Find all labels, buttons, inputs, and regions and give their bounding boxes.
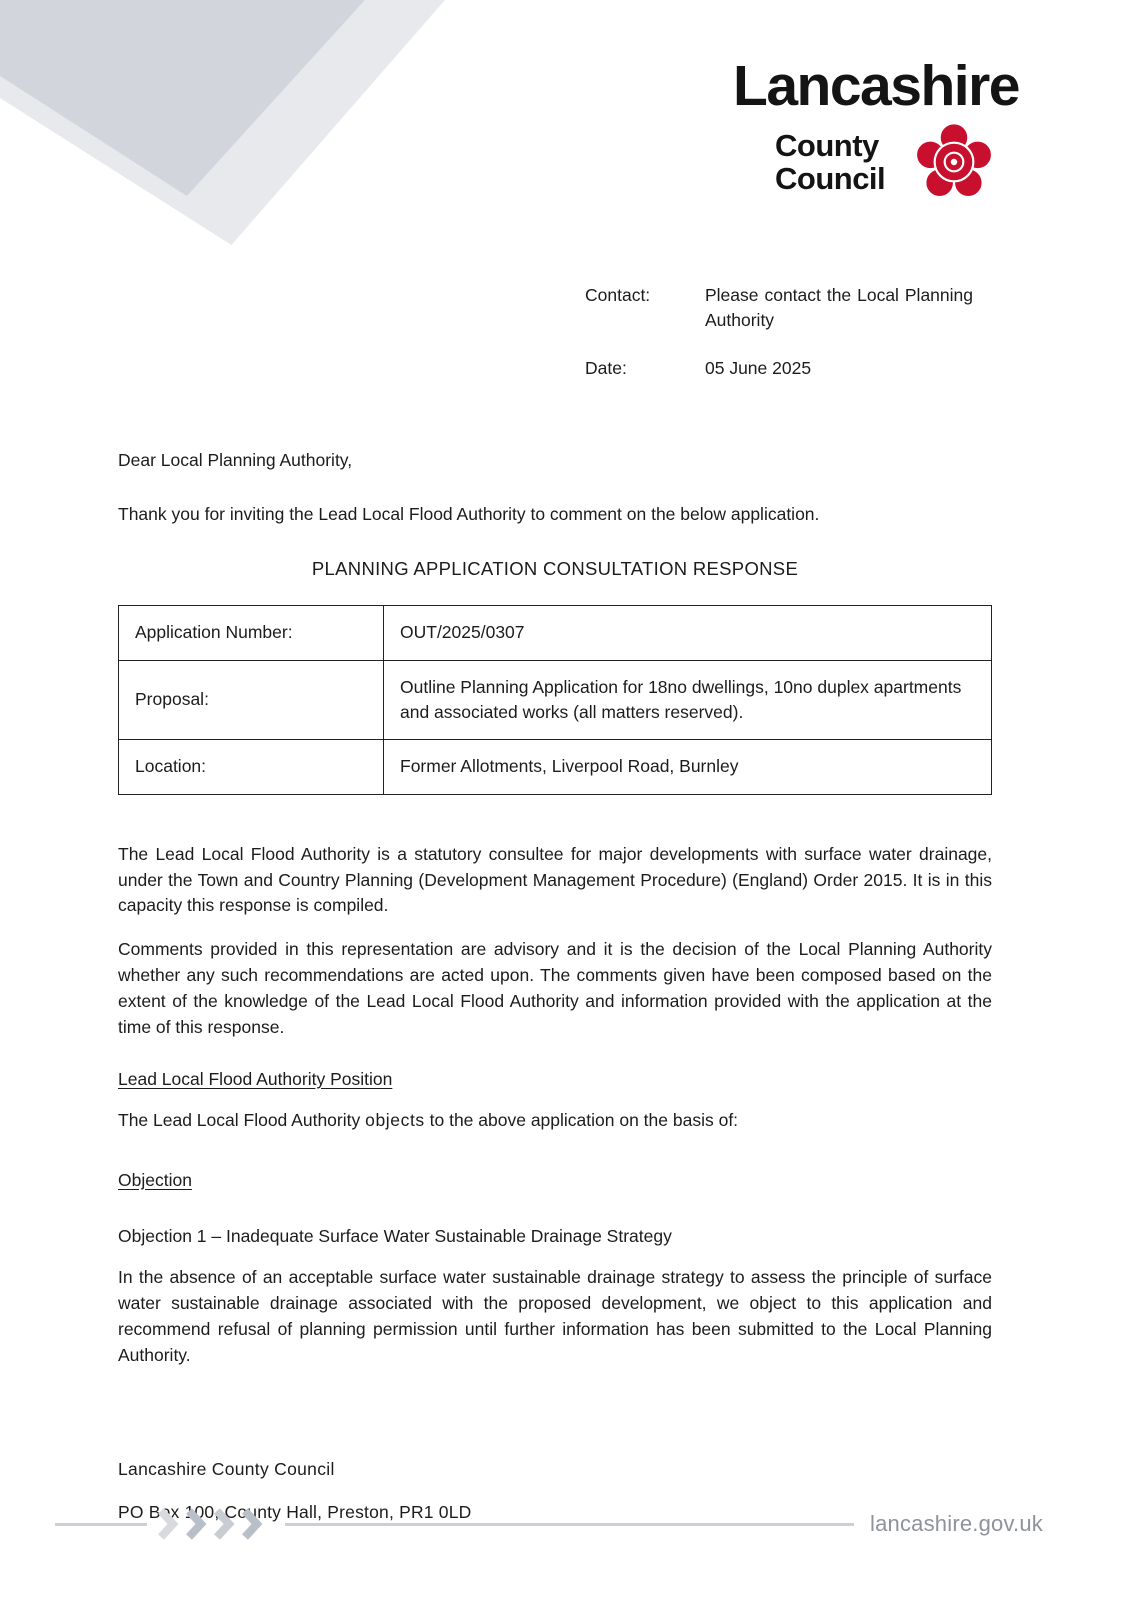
proposal-value: Outline Planning Application for 18no dwellings, 10no duplex apartments and associated works (all matters reserved). [384,660,992,740]
application-details-table [118,605,992,795]
contact-label: Contact: [585,285,651,305]
logo-text-county-council: County Council [775,127,886,196]
intro-line: Thank you for inviting the Lead Local Flood Authority to comment on the below application. [118,503,820,524]
location-value: Former Allotments, Liverpool Road, Burnley [384,740,992,794]
lancashire-county-council-logo [733,54,1043,205]
application-number-value: OUT/2025/0307 [384,606,992,660]
salutation: Dear Local Planning Authority, [118,450,353,470]
table-row [119,660,992,740]
location-label: Location: [119,740,384,794]
objection1-heading: Objection 1 – Inadequate Surface Water Sustainable Drainage Strategy [118,1225,672,1246]
contact-value: Please contact the Local Planning Authority [705,285,973,331]
contact-row [585,283,995,334]
proposal-label: Proposal: [119,660,384,740]
footer-address: PO Box 100, County Hall, Preston, PR1 0LD [118,1501,472,1522]
advisory-comments-paragraph: Comments provided in this representation are advisory and it is the decision of the Local Planning Authority whether any such recommendations are acted upon. The comments given have been composed based on the extent of the knowledge of the Lead Local Flood Authority and information provided with the application at the time of this response. [118,939,992,1037]
date-row [585,356,995,381]
application-number-label: Application Number: [119,606,384,660]
lancashire-rose-icon [911,119,997,205]
table-row [119,740,992,794]
response-heading: PLANNING APPLICATION CONSULTATION RESPONSE [311,557,799,579]
footer-organisation: Lancashire County Council [118,1459,335,1480]
date-label: Date: [585,357,627,378]
website-text: lancashire.gov.uk [870,1511,1043,1536]
objection1-paragraph: In the absence of an acceptable surface water sustainable drainage strategy to assess the principle of surface water sustainable drainage associated with the proposed development, we object to this application and recommend refusal of planning permission until further information has been submitted to the Local Planning Authority. [118,1267,992,1366]
corner-chevron-dark [0,0,445,245]
date-value: 05 June 2025 [705,357,812,378]
footer-bar [55,1508,1043,1540]
statutory-consultee-paragraph: The Lead Local Flood Authority is a statutory consultee for major developments with surface water drainage, under the Town and Country Planning (Development Management Procedure) (England) Order 2015. It is in this capacity this response is compiled. [118,843,992,916]
corner-chevron-decoration [0,0,445,245]
objection-heading: Objection [118,1169,192,1190]
chevron-arrows-icon [157,1508,275,1540]
logo-text-lancashire: Lancashire [733,54,1019,118]
footer-rule-left [55,1523,147,1526]
table-row [119,606,992,660]
position-heading: Lead Local Flood Authority Position [118,1068,393,1089]
footer-rule-right [285,1523,854,1526]
corner-chevron-light [0,0,445,245]
letter-body [118,448,992,1526]
letter-meta [585,283,995,403]
position-word: objects [365,1109,425,1130]
position-statement: The Lead Local Flood Authority objects to the above application on the basis of: [118,1109,739,1130]
